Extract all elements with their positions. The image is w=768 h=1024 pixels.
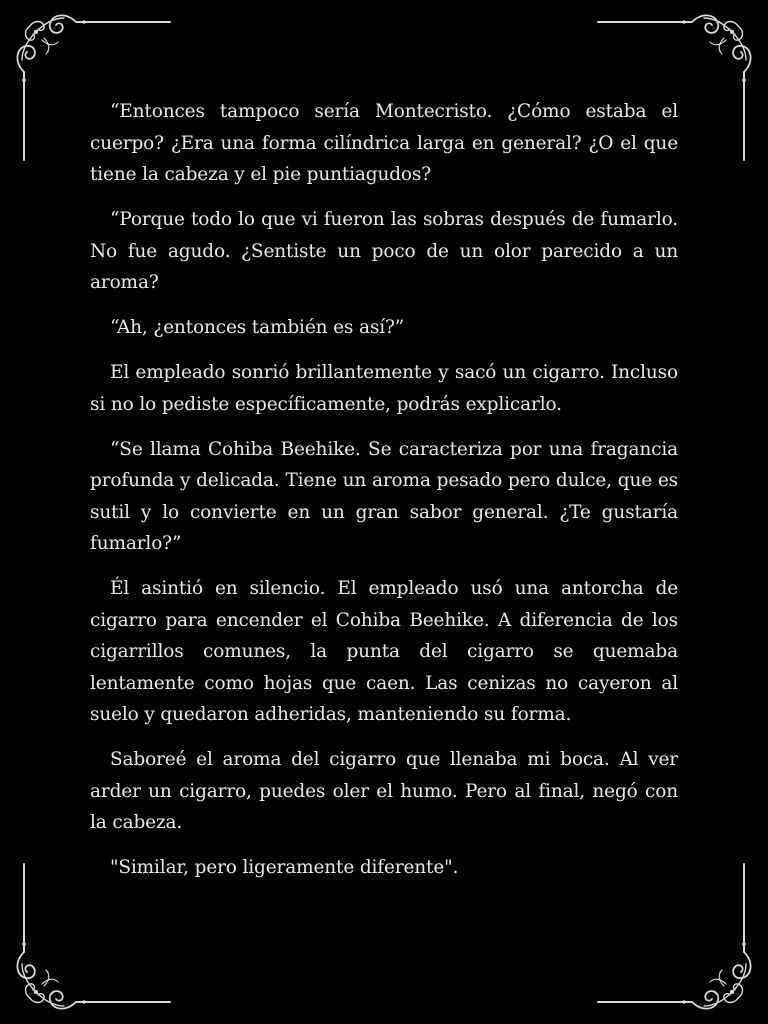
story-text [90, 96, 678, 897]
paragraph: El empleado sonrió brillantemente y sacó un cigarro. Incluso si no lo pediste específicamente, podrás explicarlo. [90, 362, 678, 415]
paragraph: "Similar, pero ligeramente diferente". [110, 857, 459, 878]
paragraph: Él asintió en silencio. El empleado usó una antorcha de cigarro para encender el Cohiba Beehike. A diferencia de los cigarrillos comunes, la punta del cigarro se quemaba lentamente como hojas que caen. Las cenizas no cayeron al suelo y quedaron adheridas, manteniendo su forma. [90, 578, 678, 725]
paragraph: “Se llama Cohiba Beehike. Se caracteriza por una fragancia profunda y delicada. Tiene un aroma pesado pero dulce, que es sutil y lo convierte en un gran sabor general. ¿Te gustaría fumarlo?” [90, 438, 678, 554]
paragraph: “Porque todo lo que vi fueron las sobras después de fumarlo. No fue agudo. ¿Sentiste un poco de un olor parecido a un aroma? [90, 209, 678, 293]
paragraph: “Entonces tampoco sería Montecristo. ¿Cómo estaba el cuerpo? ¿Era una forma cilíndrica larga en general? ¿O el que tiene la cabeza y el pie puntiagudos? [90, 101, 678, 185]
paragraph: “Ah, ¿entonces también es así?” [110, 317, 405, 338]
paragraph: Saboreé el aroma del cigarro que llenaba mi boca. Al ver arder un cigarro, puedes oler el humo. Pero al final, negó con la cabeza. [90, 749, 678, 833]
